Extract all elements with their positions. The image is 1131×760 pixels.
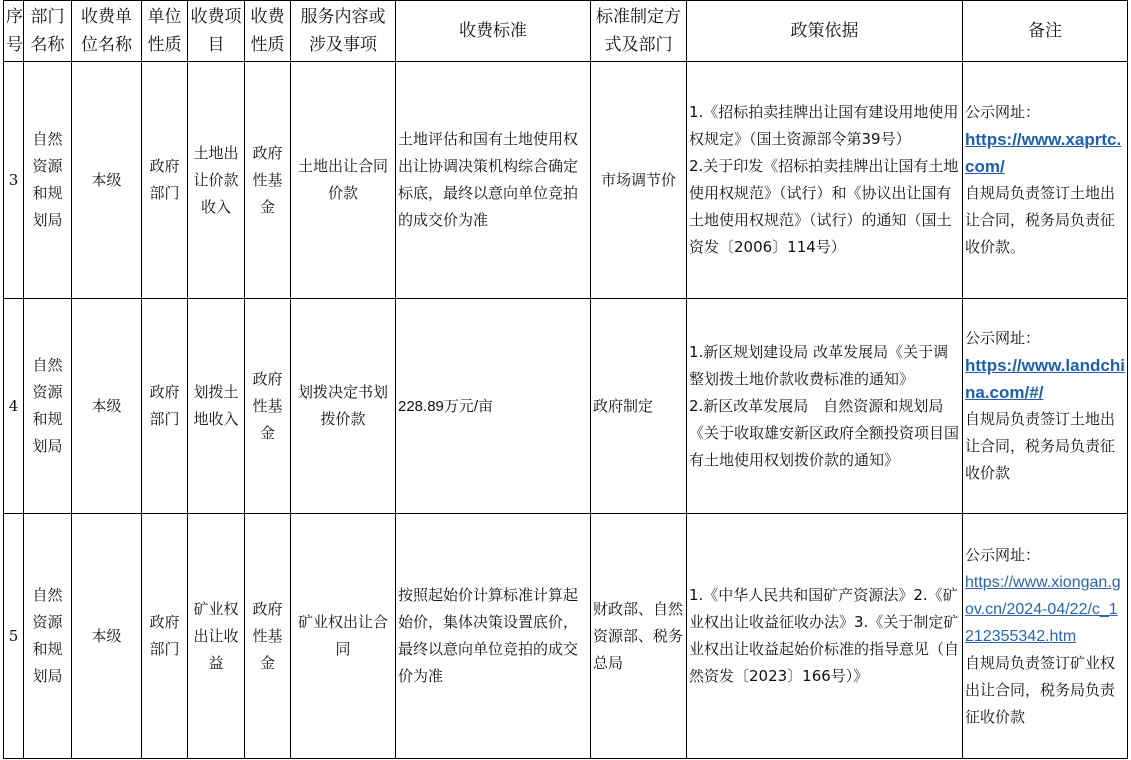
fee-table [3, 0, 1128, 759]
row-fee-nature: 政府性基金 [245, 299, 291, 514]
row-dept: 自然资源和规划局 [24, 62, 72, 299]
remark-label: 公示网址： [965, 103, 1041, 121]
header-row [4, 1, 1128, 62]
row-service: 土地出让合同价款 [291, 62, 396, 299]
row-service: 矿业权出让合同 [291, 514, 396, 759]
row-remark [963, 514, 1128, 759]
row-policy [687, 514, 963, 759]
row-method: 政府制定 [591, 299, 687, 514]
header-standard: 收费标准 [396, 1, 591, 62]
row-unit: 本级 [72, 514, 142, 759]
table-row [4, 514, 1128, 759]
row-standard: 228.89万元/亩 [396, 299, 591, 514]
row-standard: 土地评估和国有土地使用权出让协调决策机构综合确定标底，最终以意向单位竞拍的成交价为准 [396, 62, 591, 299]
row-item: 土地出让价款收入 [188, 62, 245, 299]
header-nature: 单位性质 [142, 1, 188, 62]
header-policy: 政策依据 [687, 1, 963, 62]
header-fee-nature: 收费性质 [245, 1, 291, 62]
row-item: 划拨土地收入 [188, 299, 245, 514]
header-service: 服务内容或涉及事项 [291, 1, 396, 62]
row-seq: 5 [4, 514, 24, 759]
row-method: 市场调节价 [591, 62, 687, 299]
row-nature: 政府部门 [142, 62, 188, 299]
remark-url-link[interactable]: https://www.xaprtc.com/ [965, 130, 1122, 176]
policy-line: 1.《中华人民共和国矿产资源法》2.《矿业权出让收益征收办法》3.《关于制定矿业权出让收益起始价标准的指导意见（自然资发〔2023〕166号）》 [689, 586, 960, 685]
row-policy [687, 62, 963, 299]
row-unit: 本级 [72, 299, 142, 514]
policy-line: 1.《招标拍卖挂牌出让国有建设用地使用权规定》（国土资源部令第39号） [689, 103, 959, 148]
header-method: 标准制定方式及部门 [591, 1, 687, 62]
header-remark: 备注 [963, 1, 1128, 62]
row-seq: 4 [4, 299, 24, 514]
header-seq: 序号 [4, 1, 24, 62]
row-method: 财政部、自然资源部、税务总局 [591, 514, 687, 759]
header-unit: 收费单位名称 [72, 1, 142, 62]
policy-line: 1.新区规划建设局 改革发展局《关于调整划拨土地价款收费标准的通知》 [689, 342, 949, 388]
row-fee-nature: 政府性基金 [245, 514, 291, 759]
remark-note: 自规局负责签订土地出让合同，税务局负责征收价款 [965, 410, 1116, 482]
row-dept: 自然资源和规划局 [24, 299, 72, 514]
table-row [4, 62, 1128, 299]
remark-url-link[interactable]: https://www.xiongan.gov.cn/2024-04/22/c_1212355342.htm [965, 573, 1121, 645]
row-fee-nature: 政府性基金 [245, 62, 291, 299]
remark-note: 自规局负责签订土地出让合同，税务局负责征收价款。 [965, 184, 1116, 256]
header-dept: 部门名称 [24, 1, 72, 62]
row-unit: 本级 [72, 62, 142, 299]
row-policy [687, 299, 963, 514]
row-remark [963, 299, 1128, 514]
row-remark [963, 62, 1128, 299]
row-dept: 自然资源和规划局 [24, 514, 72, 759]
remark-url-link[interactable]: https://www.landchina.com/#/ [965, 356, 1125, 402]
remark-label: 公示网址： [965, 329, 1041, 347]
policy-line: 2.新区改革发展局 自然资源和规划局《关于收取雄安新区政府全额投资项目国有土地使用权划拨价款的通知》 [689, 396, 960, 469]
remark-label: 公示网址： [965, 545, 1041, 564]
row-nature: 政府部门 [142, 299, 188, 514]
row-service: 划拨决定书划拨价款 [291, 299, 396, 514]
remark-note: 自规局负责签订矿业权出让合同，税务局负责征收价款 [965, 653, 1116, 726]
row-item: 矿业权出让收益 [188, 514, 245, 759]
row-seq: 3 [4, 62, 24, 299]
header-item: 收费项目 [188, 1, 245, 62]
policy-line: 2.关于印发《招标拍卖挂牌出让国有土地使用权规范》（试行）和《协议出让国有土地使用权规范》（试行）的通知（国土资发〔2006〕114号） [689, 157, 959, 256]
table-row [4, 299, 1128, 514]
row-standard: 按照起始价计算标准计算起始价，集体决策设置底价，最终以意向单位竞拍的成交价为准 [396, 514, 591, 759]
row-nature: 政府部门 [142, 514, 188, 759]
